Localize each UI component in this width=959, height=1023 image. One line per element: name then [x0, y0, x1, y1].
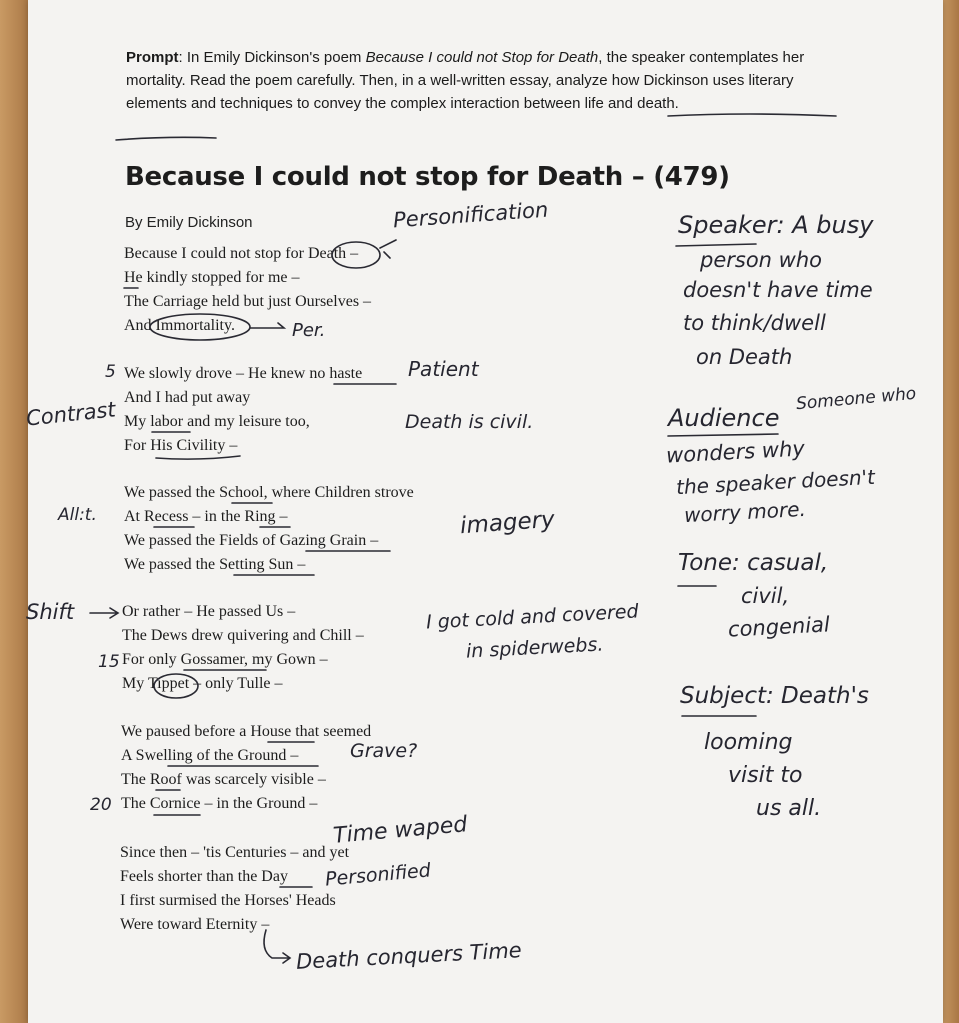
poem-line-24: Were toward Eternity – [120, 916, 270, 933]
poem-line-21: Since then – 'tis Centuries – and yet [120, 844, 350, 861]
note-shift: Shift [26, 600, 75, 624]
note-patient: Patient [408, 357, 479, 381]
note-audience-line-4: worry more. [683, 496, 807, 528]
civility-underline [156, 456, 240, 459]
note-subject-label: Subject [680, 683, 766, 709]
poem-line-2: He kindly stopped for me – [124, 269, 300, 286]
note-line-number-5: 5 [105, 362, 116, 382]
note-tone [678, 550, 828, 576]
note-per: Per. [292, 320, 326, 341]
audience-underline [668, 434, 778, 436]
note-line-number-15: 15 [98, 652, 120, 672]
poem-line-12: We passed the Setting Sun – [124, 556, 306, 573]
note-audience-label: Audience [668, 404, 780, 432]
essay-prompt [126, 46, 846, 115]
desk-edge-left [0, 0, 30, 1023]
note-audience-line-2: wonders why [665, 436, 806, 468]
shift-arrow [90, 608, 118, 618]
note-tone-line-3: congenial [727, 612, 831, 642]
note-speaker [678, 210, 873, 241]
poem-line-11: We passed the Fields of Gazing Grain – [124, 532, 379, 549]
poem-line-19: The Roof was scarcely visible – [121, 771, 326, 788]
note-audience [668, 404, 779, 432]
poem-line-8: For His Civility – [124, 437, 238, 454]
poem-line-4: And Immortality. [124, 317, 235, 334]
note-line-number-20: 20 [90, 795, 112, 815]
prompt-poem-title: Because I could not Stop for Death [365, 49, 599, 66]
poem-line-3: The Carriage held but just Ourselves – [124, 293, 372, 310]
prompt-text-1: : In Emily Dickinson's poem [178, 49, 366, 66]
immortality-arrow [250, 323, 284, 328]
personification-arrow [380, 240, 396, 258]
note-speaker-line-4: to think/dwell [683, 311, 826, 335]
note-personification: Personification [392, 197, 550, 233]
note-subject-line-1: : Death's [765, 683, 869, 709]
prompt-label: Prompt [126, 49, 179, 66]
note-speaker-line-3: doesn't have time [683, 278, 873, 302]
note-alliteration: All:t. [58, 505, 97, 525]
note-speaker-label: Speaker [678, 211, 777, 239]
poem-line-16: My Tippet – only Tulle – [122, 675, 283, 692]
poem-title: Because I could not stop for Death – (479) [125, 162, 730, 192]
note-subject [680, 683, 869, 709]
poem-line-13: Or rather – He passed Us – [122, 603, 296, 620]
note-speaker-line-2: person who [700, 248, 822, 272]
poem-line-18: A Swelling of the Ground – [121, 747, 299, 764]
poem-line-15: For only Gossamer, my Gown – [122, 651, 328, 668]
poem-line-5: We slowly drove – He knew no haste [124, 365, 363, 382]
poem-line-17: We paused before a House that seemed [121, 723, 372, 740]
note-subject-line-4: us all. [756, 796, 822, 821]
note-audience-line-1: Someone who [795, 383, 917, 415]
note-audience-line-3: the speaker doesn't [675, 464, 876, 500]
note-time-warped: Time waped [332, 812, 469, 849]
poem-line-23: I first surmised the Horses' Heads [120, 892, 336, 909]
poem-byline: By Emily Dickinson [125, 214, 253, 231]
note-tone-line-1: : casual, [732, 550, 829, 576]
note-personified: Personified [324, 859, 432, 891]
poem-line-9: We passed the School, where Children strove [124, 484, 414, 501]
note-contrast: Contrast [24, 397, 117, 431]
note-death-conquers-time: Death conquers Time [295, 938, 523, 974]
poem-line-20: The Cornice – in the Ground – [121, 795, 318, 812]
note-tone-line-2: civil, [741, 584, 790, 608]
note-imagery: imagery [459, 506, 556, 540]
prompt-text-2: , the speaker contemplates her mortality. Read the poem carefully. Then, in a well-written essay, analyze how Dickinson uses literary elements and techniques to convey the complex interaction between life and death. [126, 49, 805, 112]
note-spiderwebs: in spiderwebs. [465, 633, 604, 663]
note-subject-line-3: visit to [728, 763, 803, 788]
note-tone-label: Tone [678, 550, 733, 576]
note-grave: Grave? [350, 740, 418, 762]
note-cold-covered: I got cold and covered [425, 600, 640, 634]
note-death-is-civil: Death is civil. [405, 411, 534, 433]
poem-line-14: The Dews drew quivering and Chill – [122, 627, 364, 644]
poem-line-7: My labor and my leisure too, [124, 413, 310, 430]
note-subject-line-2: looming [704, 730, 793, 755]
poem-line-6: And I had put away [124, 389, 251, 406]
note-speaker-line-1: : A busy [776, 211, 874, 239]
poem-line-22: Feels shorter than the Day [120, 868, 288, 885]
prompt-underline-2 [116, 137, 216, 140]
poem-line-1: Because I could not stop for Death – [124, 245, 359, 262]
worksheet-page [24, 0, 943, 1023]
eternity-arrow [264, 930, 290, 963]
desk-edge-right [941, 0, 959, 1023]
note-speaker-line-5: on Death [696, 345, 793, 369]
poem-line-10: At Recess – in the Ring – [124, 508, 288, 525]
